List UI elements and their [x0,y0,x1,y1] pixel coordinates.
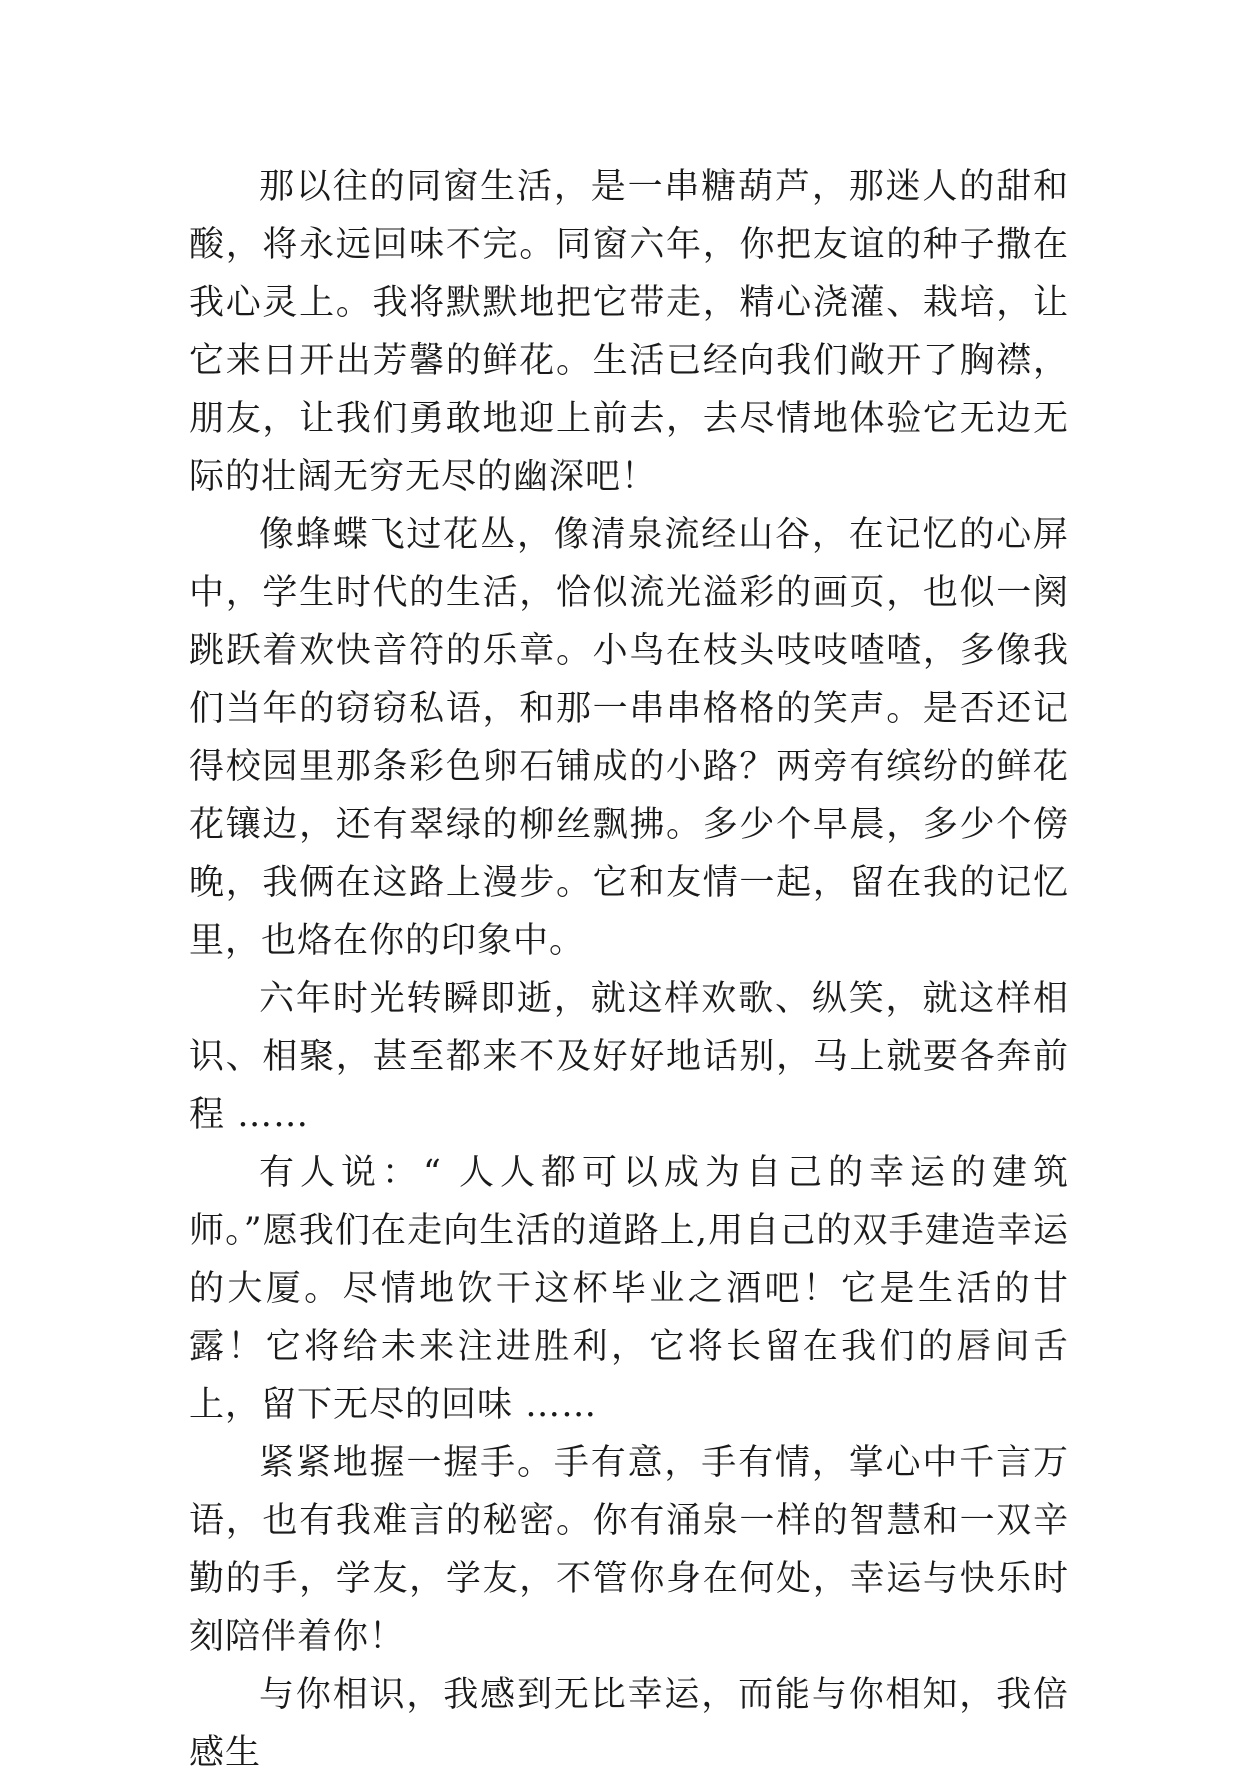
paragraph-3: 六年时光转瞬即逝，就这样欢歌、纵笑，就这样相识、相聚，甚至都来不及好好地话别，马上就要各奔前程 …… [189,979,1069,1135]
paragraph-1: 那以往的同窗生活，是一串糖葫芦，那迷人的甜和酸，将永远回味不完。同窗六年，你把友谊的种子撒在我心灵上。我将默默地把它带走，精心浇灌、栽培，让它来日开出芳馨的鲜花。生活已经向我们敞开了胸襟，朋友，让我们勇敢地迎上前去，去尽情地体验它无边无际的壮阔无穷无尽的幽深吧！ [189,167,1069,497]
paragraph-6: 与你相识，我感到无比幸运，而能与你相知，我倍感生 [189,1675,1069,1773]
paragraph-4: 有人说：“ 人人都可以成为自己的幸运的建筑师。”愿我们在走向生活的道路上,用自己的双手建造幸运的大厦。尽情地饮干这杯毕业之酒吧！它是生活的甘露！它将给未来注进胜利，它将长留在我们的唇间舌上，留下无尽的回味 …… [189,1153,1069,1425]
document-body [189,158,1069,1782]
paragraph-5: 紧紧地握一握手。手有意，手有情，掌心中千言万语，也有我难言的秘密。你有涌泉一样的智慧和一双辛勤的手，学友，学友，不管你身在何处，幸运与快乐时刻陪伴着你！ [189,1443,1069,1657]
paragraph-2: 像蜂蝶飞过花丛，像清泉流经山谷，在记忆的心屏中，学生时代的生活，恰似流光溢彩的画页，也似一阕跳跃着欢快音符的乐章。小鸟在枝头吱吱喳喳，多像我们当年的窃窃私语，和那一串串格格的笑声。是否还记得校园里那条彩色卵石铺成的小路？两旁有缤纷的鲜花花镶边，还有翠绿的柳丝飘拂。多少个早晨，多少个傍晚，我俩在这路上漫步。它和友情一起，留在我的记忆里，也烙在你的印象中。 [189,515,1069,961]
